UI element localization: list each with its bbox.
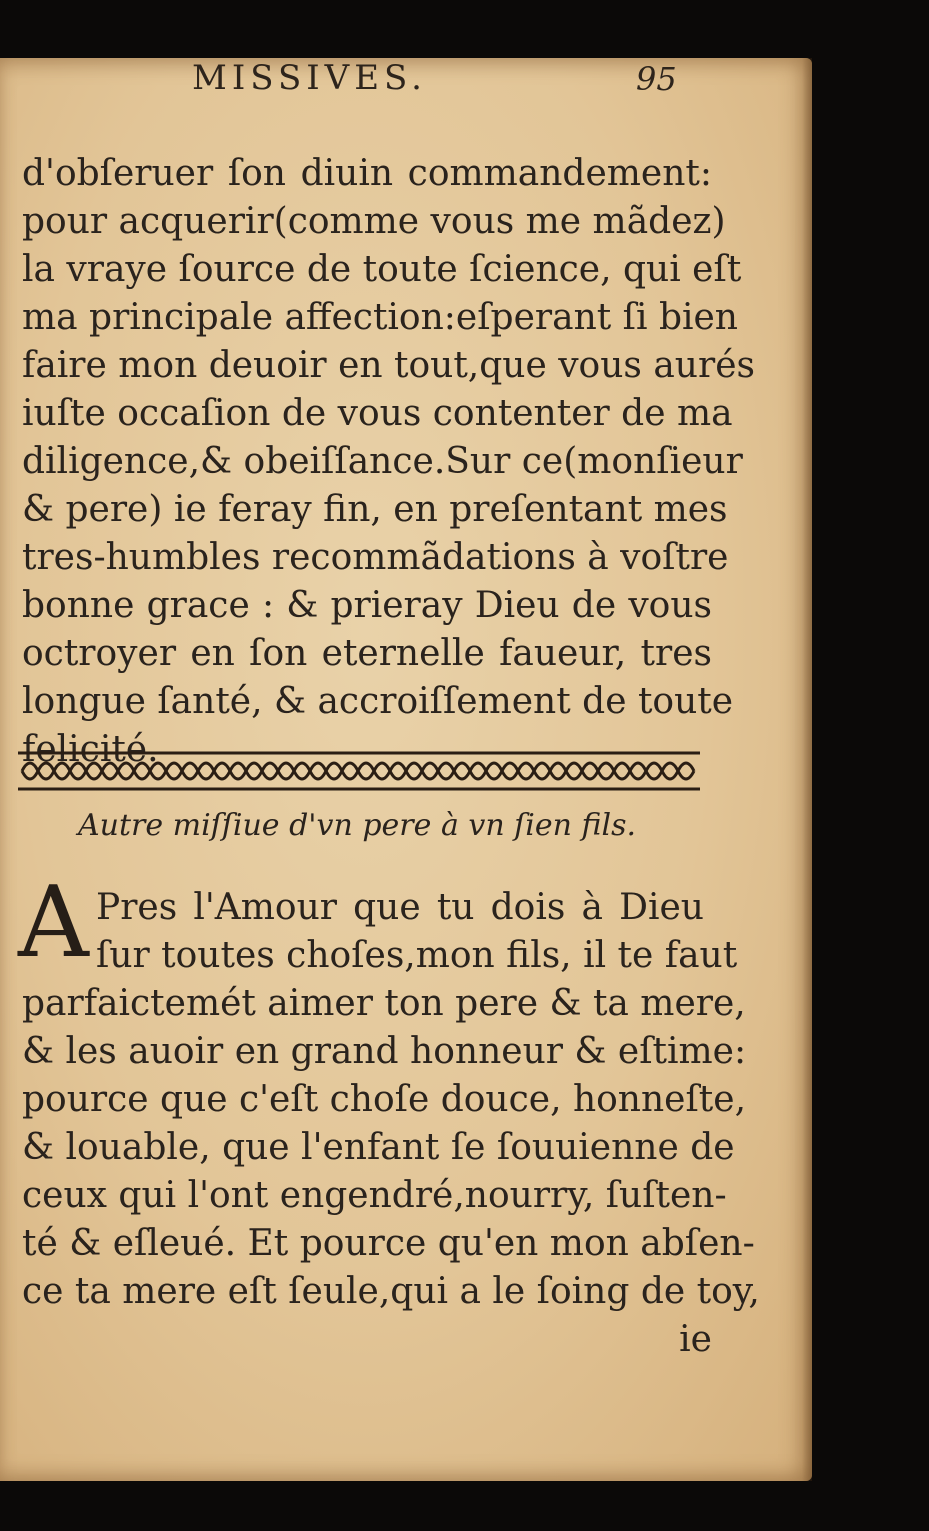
text-line: ce ta mere eſt ſeule,qui a le ſoing de toy,: [22, 1271, 760, 1312]
text-line: diligence,& obeiſſance.Sur ce(monſieur: [22, 441, 743, 482]
text-line: Pres l'Amour que tu dois à Dieu: [96, 887, 704, 928]
ornamental-divider: [18, 750, 700, 792]
page-header: [0, 58, 812, 108]
text-line: & les auoir en grand honneur & eſtime:: [22, 1031, 747, 1072]
text-line: & pere) ie feray fin, en preſentant mes: [22, 489, 728, 530]
text-line: té & eſleué. Et pource qu'en mon abſen-: [22, 1223, 755, 1264]
drop-capital: A: [18, 866, 89, 980]
text-line: pour acquerir(comme vous me mãdez): [22, 201, 726, 242]
letter-title: Autre miſſiue d'vn pere à vn ſien fils.: [77, 808, 637, 843]
text-line: ſur toutes choſes,mon fils, il te faut: [96, 935, 738, 976]
text-line: d'obſeruer ſon diuin commandement:: [22, 153, 712, 194]
text-line: ceux qui l'ont engendré,nourry, ſuſten-: [22, 1175, 727, 1216]
running-head: MISSIVES.: [192, 58, 427, 98]
text-line: faire mon deuoir en tout,que vous aurés: [22, 345, 755, 386]
text-line: la vraye ſource de toute ſcience, qui eſt: [22, 249, 742, 290]
catchword: ie: [679, 1319, 712, 1360]
text-line: ma principale affection:eſperant ſi bien: [22, 297, 738, 338]
text-line: bonne grace : & prieray Dieu de vous: [22, 585, 712, 626]
page-number: 95: [636, 60, 677, 98]
text-line: octroyer en ſon eternelle faueur, tres: [22, 633, 712, 674]
text-line: & louable, que l'enfant ſe ſouuienne de: [22, 1127, 735, 1168]
text-line: iuſte occaſion de vous contenter de ma: [22, 393, 733, 434]
text-line: pource que c'eſt choſe douce, honneſte,: [22, 1079, 747, 1120]
text-line: felicité.: [22, 729, 159, 770]
text-line: parfaictemét aimer ton pere & ta mere,: [22, 983, 746, 1024]
text-line: longue ſanté, & accroiſſement de toute: [22, 681, 734, 722]
text-line: tres-humbles recommãdations à voſtre: [22, 537, 729, 578]
